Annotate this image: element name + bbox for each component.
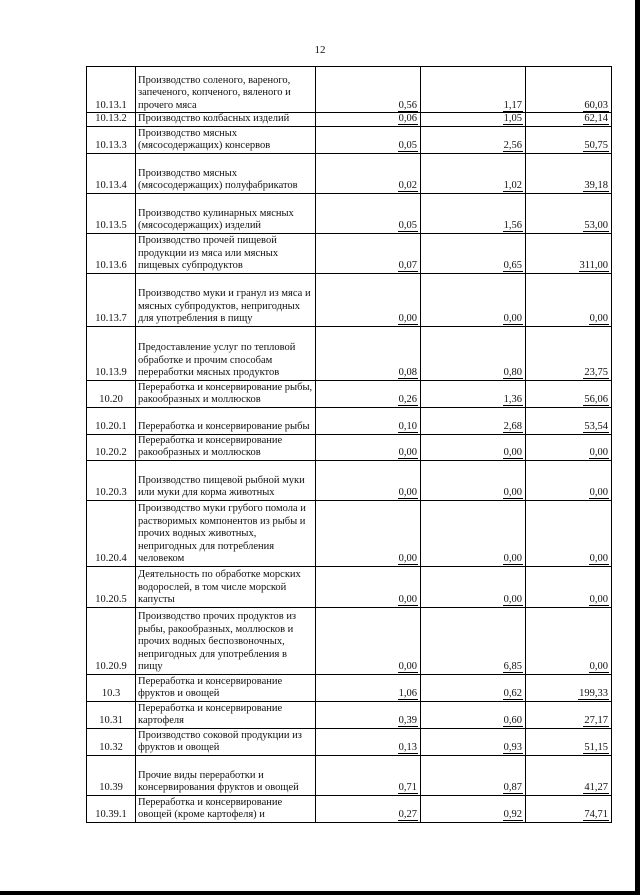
row-value-1-cell	[316, 500, 421, 566]
row-value-2: 0,00	[503, 313, 522, 324]
row-value-1-cell	[316, 755, 421, 795]
row-name-cell	[136, 434, 316, 460]
row-value-3: 41,27	[584, 782, 608, 793]
row-name: Переработка и консервирование овощей (кроме картофеля) и	[138, 796, 283, 820]
row-code-cell	[87, 755, 136, 795]
row-code-cell	[87, 113, 136, 127]
row-name: Производство колбасных изделий	[138, 113, 290, 124]
table-row	[87, 795, 612, 822]
row-name-cell	[136, 193, 316, 233]
row-code-cell	[87, 407, 136, 434]
row-value-1: 0,13	[398, 742, 417, 753]
row-name-cell	[136, 566, 316, 607]
row-name: Производство мясных (мясосодержащих) полуфабрикатов	[138, 167, 298, 191]
table-row	[87, 500, 612, 566]
row-code: 10.20	[99, 394, 123, 405]
row-value-1-cell	[316, 326, 421, 380]
row-value-3-cell	[526, 326, 612, 380]
row-code-cell	[87, 674, 136, 701]
table-row	[87, 674, 612, 701]
row-value-1: 0,07	[398, 260, 417, 271]
row-value-1-cell	[316, 434, 421, 460]
table-row	[87, 460, 612, 500]
row-value-2: 0,80	[503, 367, 522, 378]
row-value-3: 39,18	[584, 180, 608, 191]
row-value-1-cell	[316, 566, 421, 607]
scan-border-right	[635, 0, 640, 895]
row-value-3-cell	[526, 795, 612, 822]
row-value-3-cell	[526, 193, 612, 233]
row-value-2-cell	[421, 380, 526, 407]
row-value-3: 53,00	[584, 220, 608, 231]
row-value-1: 0,39	[398, 715, 417, 726]
row-code: 10.20.3	[95, 487, 127, 498]
row-value-3: 56,06	[584, 394, 608, 405]
row-name: Переработка и консервирование фруктов и овощей	[138, 675, 283, 699]
row-value-3-cell	[526, 500, 612, 566]
row-value-3: 0,00	[589, 553, 608, 564]
row-code-cell	[87, 193, 136, 233]
row-value-3-cell	[526, 607, 612, 674]
row-value-3: 23,75	[584, 367, 608, 378]
row-value-1-cell	[316, 795, 421, 822]
row-value-3-cell	[526, 407, 612, 434]
row-name: Предоставление услуг по тепловой обработке и прочим способам переработки мясных продуктов	[138, 342, 296, 378]
table-row	[87, 193, 612, 233]
row-value-2-cell	[421, 326, 526, 380]
row-value-3-cell	[526, 674, 612, 701]
row-code: 10.3	[101, 688, 121, 699]
row-value-1: 0,00	[398, 487, 417, 498]
row-name: Производство соковой продукции из фруктов и овощей	[138, 729, 302, 753]
row-value-2-cell	[421, 728, 526, 755]
row-value-2: 0,00	[503, 447, 522, 458]
row-value-3-cell	[526, 126, 612, 153]
row-code-cell	[87, 233, 136, 273]
row-name-cell	[136, 126, 316, 153]
row-value-3: 311,00	[579, 260, 608, 271]
row-name-cell	[136, 113, 316, 127]
row-code: 10.39	[99, 782, 123, 793]
row-value-1-cell	[316, 607, 421, 674]
row-code: 10.39.1	[95, 809, 127, 820]
row-value-2: 0,00	[503, 487, 522, 498]
row-code-cell	[87, 607, 136, 674]
row-code: 10.13.6	[95, 260, 127, 271]
row-value-3: 199,33	[579, 688, 608, 699]
row-value-3-cell	[526, 380, 612, 407]
row-code-cell	[87, 67, 136, 113]
row-name: Деятельность по обработке морских водорослей, в том числе морской капусты	[138, 569, 301, 605]
row-name-cell	[136, 326, 316, 380]
row-value-2: 2,68	[503, 421, 522, 432]
row-name: Производство соленого, вареного, запеченого, копченого, вяленого и прочего мяса	[138, 74, 291, 111]
row-code-cell	[87, 460, 136, 500]
row-name: Производство муки грубого помола и растворимых компонентов из рыбы и прочих водных животных, непригодных для потребления человеком	[138, 503, 306, 564]
row-value-1: 0,06	[398, 113, 417, 124]
row-code: 10.20.9	[95, 661, 127, 672]
row-name-cell	[136, 153, 316, 193]
row-code: 10.13.7	[95, 313, 127, 324]
row-value-2: 0,00	[503, 594, 522, 605]
table-row	[87, 728, 612, 755]
row-value-2: 2,56	[503, 140, 522, 151]
row-code: 10.20.1	[95, 421, 127, 432]
row-value-2-cell	[421, 407, 526, 434]
row-value-3-cell	[526, 233, 612, 273]
row-code: 10.20.2	[95, 447, 127, 458]
row-code: 10.13.1	[95, 99, 127, 111]
row-value-1-cell	[316, 460, 421, 500]
table-row	[87, 380, 612, 407]
row-name: Переработка и консервирование рыбы, ракообразных и моллюсков	[138, 381, 313, 405]
row-value-3: 0,00	[589, 594, 608, 605]
row-value-3-cell	[526, 755, 612, 795]
row-value-2-cell	[421, 755, 526, 795]
row-name-cell	[136, 500, 316, 566]
row-code-cell	[87, 153, 136, 193]
row-value-2-cell	[421, 500, 526, 566]
row-name: Переработка и консервирование ракообразных и моллюсков	[138, 434, 283, 458]
table-row	[87, 113, 612, 127]
row-name: Прочие виды переработки и консервирования фруктов и овощей	[138, 769, 299, 793]
row-value-1: 0,56	[398, 99, 417, 111]
row-value-1: 0,71	[398, 782, 417, 793]
row-value-1: 0,10	[398, 421, 417, 432]
row-name: Производство кулинарных мясных (мясосодержащих) изделий	[138, 207, 294, 231]
row-value-2-cell	[421, 193, 526, 233]
table-row	[87, 326, 612, 380]
row-value-2: 1,36	[503, 394, 522, 405]
row-value-2: 0,92	[503, 809, 522, 820]
row-code: 10.13.2	[95, 113, 127, 124]
row-value-1-cell	[316, 233, 421, 273]
row-value-1: 1,06	[398, 688, 417, 699]
row-value-2-cell	[421, 674, 526, 701]
page-number: 12	[314, 44, 326, 56]
table-row	[87, 67, 612, 113]
row-value-3: 60,03	[584, 99, 608, 111]
row-value-1-cell	[316, 701, 421, 728]
row-value-1: 0,00	[398, 553, 417, 564]
row-name: Переработка и консервирование картофеля	[138, 702, 283, 726]
row-name-cell	[136, 460, 316, 500]
row-code: 10.13.5	[95, 220, 127, 231]
row-code-cell	[87, 500, 136, 566]
row-value-2-cell	[421, 153, 526, 193]
row-value-2-cell	[421, 126, 526, 153]
row-value-3-cell	[526, 566, 612, 607]
row-name-cell	[136, 728, 316, 755]
row-value-1: 0,00	[398, 661, 417, 672]
row-code: 10.13.4	[95, 180, 127, 191]
row-name-cell	[136, 233, 316, 273]
table-row	[87, 701, 612, 728]
row-value-2-cell	[421, 434, 526, 460]
table-row	[87, 566, 612, 607]
row-value-2: 1,56	[503, 220, 522, 231]
row-code: 10.20.5	[95, 594, 127, 605]
row-value-2: 6,85	[503, 661, 522, 672]
row-value-2-cell	[421, 701, 526, 728]
row-value-2: 0,87	[503, 782, 522, 793]
row-code: 10.32	[99, 742, 123, 753]
row-code-cell	[87, 380, 136, 407]
row-value-1-cell	[316, 153, 421, 193]
row-value-3: 27,17	[584, 715, 608, 726]
row-value-3-cell	[526, 701, 612, 728]
row-value-2: 1,05	[503, 113, 522, 124]
row-value-1-cell	[316, 407, 421, 434]
table-row	[87, 126, 612, 153]
row-value-2-cell	[421, 460, 526, 500]
row-name-cell	[136, 795, 316, 822]
table-row	[87, 273, 612, 326]
row-value-1-cell	[316, 674, 421, 701]
row-name: Производство мясных (мясосодержащих) консервов	[138, 127, 271, 151]
row-code-cell	[87, 126, 136, 153]
row-name-cell	[136, 273, 316, 326]
row-value-1-cell	[316, 113, 421, 127]
row-value-3: 0,00	[589, 661, 608, 672]
table-row	[87, 607, 612, 674]
row-value-1: 0,08	[398, 367, 417, 378]
row-value-1-cell	[316, 67, 421, 113]
row-value-1: 0,05	[398, 140, 417, 151]
row-value-2-cell	[421, 607, 526, 674]
row-value-2: 0,65	[503, 260, 522, 271]
row-name: Производство муки и гранул из мяса и мясных субпродуктов, непригодных для употребления в пищу	[138, 288, 311, 324]
row-value-1-cell	[316, 380, 421, 407]
row-name-cell	[136, 607, 316, 674]
table-row	[87, 407, 612, 434]
row-value-2: 0,93	[503, 742, 522, 753]
row-value-1-cell	[316, 126, 421, 153]
row-name: Производство прочей пищевой продукции из мяса или мясных пищевых субпродуктов	[138, 235, 279, 271]
row-value-3: 74,71	[584, 809, 608, 820]
row-value-3: 53,54	[584, 421, 608, 432]
row-value-1: 0,00	[398, 313, 417, 324]
row-value-1: 0,00	[398, 447, 417, 458]
row-value-2-cell	[421, 795, 526, 822]
row-value-1: 0,00	[398, 594, 417, 605]
row-name: Производство прочих продуктов из рыбы, ракообразных, моллюсков и прочих водных беспозвоночных, непригодных для употребления в пищу	[138, 611, 297, 672]
row-value-3: 62,14	[584, 113, 608, 124]
row-value-2-cell	[421, 566, 526, 607]
row-name-cell	[136, 701, 316, 728]
table-body	[87, 67, 612, 823]
row-code-cell	[87, 434, 136, 460]
row-value-1: 0,05	[398, 220, 417, 231]
row-value-3-cell	[526, 153, 612, 193]
table-row	[87, 434, 612, 460]
row-value-2: 0,00	[503, 553, 522, 564]
row-code-cell	[87, 326, 136, 380]
row-value-3: 0,00	[589, 447, 608, 458]
row-code-cell	[87, 566, 136, 607]
row-code: 10.13.9	[95, 367, 127, 378]
row-value-3-cell	[526, 113, 612, 127]
row-value-1: 0,26	[398, 394, 417, 405]
row-value-2: 1,17	[503, 99, 522, 111]
row-value-1-cell	[316, 193, 421, 233]
row-value-1: 0,02	[398, 180, 417, 191]
row-value-2-cell	[421, 113, 526, 127]
row-name-cell	[136, 674, 316, 701]
row-value-2: 0,60	[503, 715, 522, 726]
row-name-cell	[136, 67, 316, 113]
row-value-2-cell	[421, 67, 526, 113]
row-value-3: 50,75	[584, 140, 608, 151]
scan-border-bottom	[0, 891, 640, 895]
row-value-1-cell	[316, 728, 421, 755]
row-value-2-cell	[421, 233, 526, 273]
row-code-cell	[87, 795, 136, 822]
row-name: Производство пищевой рыбной муки или муки для корма животных	[138, 474, 305, 498]
row-value-2: 0,62	[503, 688, 522, 699]
row-value-3: 0,00	[589, 313, 608, 324]
row-code: 10.31	[99, 715, 123, 726]
row-code-cell	[87, 273, 136, 326]
row-value-3: 0,00	[589, 487, 608, 498]
row-name-cell	[136, 407, 316, 434]
data-table	[86, 66, 612, 823]
table-row	[87, 755, 612, 795]
row-value-3-cell	[526, 460, 612, 500]
row-value-3-cell	[526, 434, 612, 460]
row-name-cell	[136, 380, 316, 407]
row-value-2-cell	[421, 273, 526, 326]
row-value-3-cell	[526, 67, 612, 113]
row-name-cell	[136, 755, 316, 795]
row-value-3-cell	[526, 273, 612, 326]
row-value-2: 1,02	[503, 180, 522, 191]
row-value-3: 51,15	[584, 742, 608, 753]
row-value-3-cell	[526, 728, 612, 755]
row-value-1-cell	[316, 273, 421, 326]
row-value-1: 0,27	[398, 809, 417, 820]
row-code-cell	[87, 728, 136, 755]
row-name: Переработка и консервирование рыбы	[138, 421, 310, 432]
table-row	[87, 233, 612, 273]
row-code-cell	[87, 701, 136, 728]
row-code: 10.13.3	[95, 140, 127, 151]
table-row	[87, 153, 612, 193]
row-code: 10.20.4	[95, 553, 127, 564]
